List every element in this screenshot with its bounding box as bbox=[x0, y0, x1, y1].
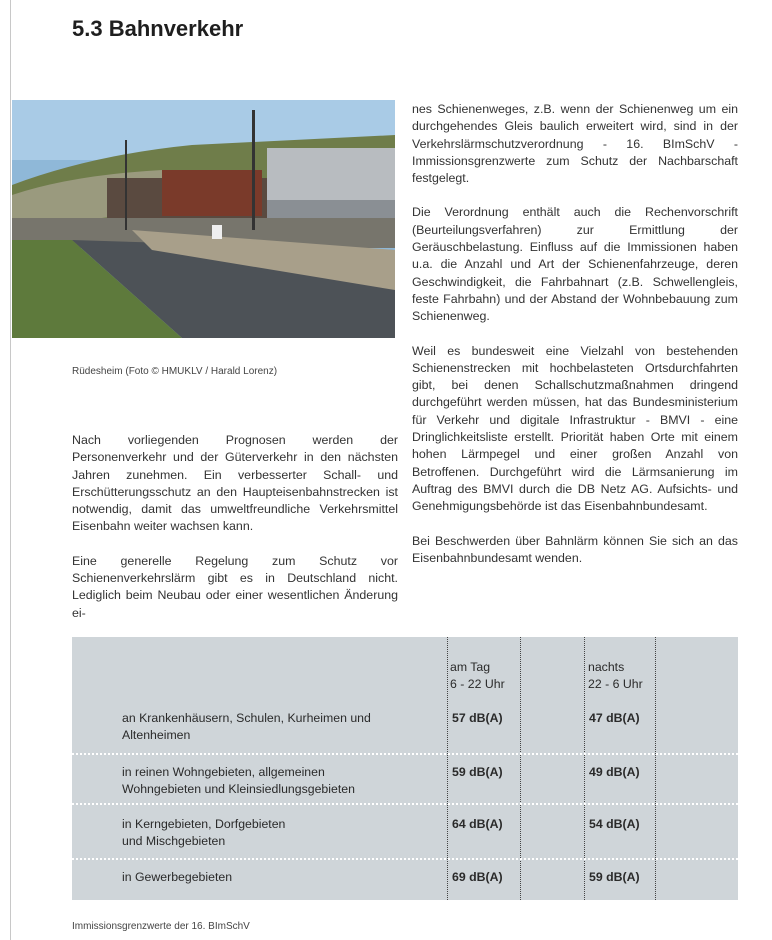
label-line: an Krankenhäusern, Schulen, Kurheimen und bbox=[122, 711, 371, 725]
night-value: 59 dB(A) bbox=[589, 870, 640, 884]
row-divider bbox=[72, 803, 738, 805]
paragraph: Bei Beschwerden über Bahnlärm können Sie sich an das Eisenbahnbundesamt wenden. bbox=[412, 533, 738, 565]
paragraph: nes Schienenweges, z.B. wenn der Schienenweg um ein durchgehendes Gleis baulich erweitert wird, sind in der Verkehrslärmschutzverordnung - 16. BImSchV - Immissionsgrenzwerte zum Schutz der Nachbarschaft festgelegt. bbox=[412, 102, 738, 186]
row-divider bbox=[72, 858, 738, 860]
label-line: Wohngebieten und Kleinsiedlungsgebieten bbox=[122, 781, 355, 796]
railway-photo bbox=[12, 100, 395, 338]
paragraph: Eine generelle Regelung zum Schutz vor Schienenverkehrslärm gibt es in Deutschland nicht. Lediglich beim Neubau oder einer wesentlichen Änderung ei- bbox=[72, 553, 398, 620]
header-night bbox=[588, 659, 643, 692]
table-row-label bbox=[122, 816, 285, 849]
left-column bbox=[72, 432, 398, 639]
day-value: 59 dB(A) bbox=[452, 765, 503, 779]
label-line: in reinen Wohngebieten, allgemeinen bbox=[122, 765, 325, 779]
header-day bbox=[450, 659, 505, 692]
label-line: in Kerngebieten, Dorfgebieten bbox=[122, 817, 286, 831]
night-value: 49 dB(A) bbox=[589, 765, 640, 779]
paragraph: Weil es bundesweit eine Vielzahl von bestehenden Schienenstrecken mit hochbelasteten Ortsdurchfahrten gibt, bei denen Schallschutzmaßnahmen dringend durchgeführt werden müssen, hat das Bundesministerium für Verkehr und digitale Infrastruktur - BMVI - eine Dringlichkeitsliste erstellt. Priorität haben Orte mit einem hohen Lärmpegel und einer großen Anzahl von Betroffenen. Durchgeführt wird die Lärmsanierung im Auftrag des BMVI durch die DB Netz AG. Aufsichts- und Genehmigungsbehörde ist das Eisenbahnbundesamt. bbox=[412, 343, 738, 514]
label-line: in Gewerbegebieten bbox=[122, 870, 233, 884]
day-value: 57 dB(A) bbox=[452, 711, 503, 725]
table-row-label bbox=[122, 710, 371, 743]
right-column bbox=[412, 101, 738, 584]
page-title: 5.3 Bahnverkehr bbox=[72, 16, 244, 41]
header-line: 6 - 22 Uhr bbox=[450, 676, 505, 691]
page-edge bbox=[10, 0, 11, 940]
header-line: 22 - 6 Uhr bbox=[588, 676, 643, 691]
header-line: nachts bbox=[588, 660, 625, 674]
label-line: und Mischgebieten bbox=[122, 833, 226, 848]
day-value: 69 dB(A) bbox=[452, 870, 503, 884]
table-row-label bbox=[122, 764, 355, 797]
night-value: 54 dB(A) bbox=[589, 817, 640, 831]
table-row-label bbox=[122, 869, 232, 886]
label-line: Altenheimen bbox=[122, 727, 191, 742]
noise-limits-table bbox=[72, 637, 738, 900]
table-caption: Immissionsgrenzwerte der 16. BImSchV bbox=[72, 921, 250, 932]
photo-caption: Rüdesheim (Foto © HMUKLV / Harald Lorenz) bbox=[72, 366, 278, 377]
paragraph: Nach vorliegenden Prognosen werden der Personenverkehr und der Güterverkehr in den nächsten Jahren zunehmen. Ein verbesserter Schall- und Erschütterungsschutz an den Haupteisenbahnstrecken ist notwendig, damit das umweltfreundliche Verkehrsmittel Eisenbahn weiter wachsen kann. bbox=[72, 433, 398, 534]
night-value: 47 dB(A) bbox=[589, 711, 640, 725]
paragraph: Die Verordnung enthält auch die Rechenvorschrift (Beurteilungsverfahren) zur Ermittlung der Geräuschbelastung. Einfluss auf die Immissionen haben u.a. die Anzahl und Art der Schienenfahrzeuge, deren Geschwindigkeit, die Fahrbahnart (z.B. Schwellengleis, feste Fahrbahn) und der Abstand der Wohnbebauung zum Schienenweg. bbox=[412, 205, 738, 324]
row-divider bbox=[72, 753, 738, 755]
day-value: 64 dB(A) bbox=[452, 817, 503, 831]
header-line: am Tag bbox=[450, 660, 491, 674]
